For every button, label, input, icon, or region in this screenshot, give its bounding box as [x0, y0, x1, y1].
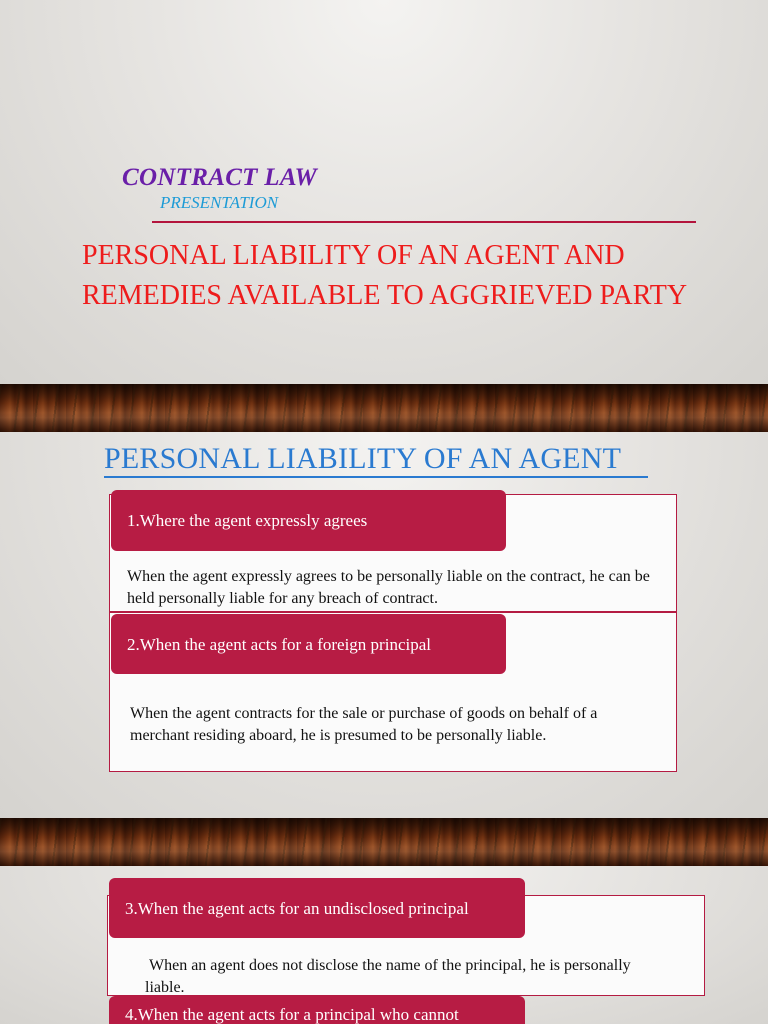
wood-floor-divider	[0, 818, 768, 866]
item-heading-badge	[109, 878, 525, 938]
section-title: PERSONAL LIABILITY OF AN AGENT	[104, 442, 622, 475]
item-heading-badge	[111, 490, 506, 551]
course-subtitle: PRESENTATION	[160, 193, 279, 212]
wood-floor-divider	[0, 384, 768, 432]
slide-personal-liability	[0, 432, 768, 818]
item-heading-badge	[109, 996, 525, 1024]
slide-title	[0, 0, 768, 384]
item-heading-badge	[111, 614, 506, 674]
item-description: When an agent does not disclose the name of the principal, he is personally liable.	[145, 957, 635, 996]
item-heading: 1.Where the agent expressly agrees	[127, 511, 368, 530]
item-description: When the agent contracts for the sale or purchase of goods on behalf of a merchant residing aboard, he is presumed to be personally liable.	[130, 705, 598, 744]
course-title: CONTRACT LAW	[122, 164, 318, 191]
slide-personal-liability-continued	[0, 866, 768, 1024]
title-divider	[152, 221, 696, 223]
item-description: When the agent expressly agrees to be personally liable on the contract, he can be held personally liable for any breach of contract.	[127, 568, 650, 607]
item-heading: 3.When the agent acts for an undisclosed principal	[125, 898, 469, 918]
presentation-main-title: PERSONAL LIABILITY OF AN AGENT AND REMEDIES AVAILABLE TO AGGRIEVED PARTY	[82, 240, 688, 311]
section-title-underline	[104, 476, 648, 478]
item-heading: 2.When the agent acts for a foreign principal	[127, 634, 431, 654]
item-heading: 4.When the agent acts for a principal who cannot	[125, 1005, 459, 1024]
